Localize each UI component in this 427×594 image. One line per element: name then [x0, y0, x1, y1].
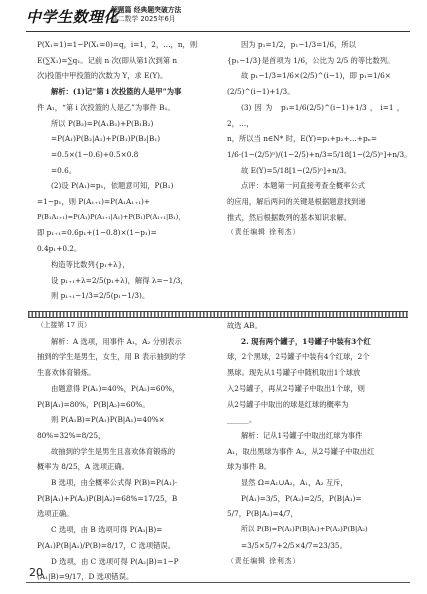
text-line: P(X₁=1)=1−P(X₁=0)=q，i=1，2，…，n，则: [37, 40, 198, 49]
text-line: D 选项，由 C 选项可得 P(A₂|B)=1−P: [51, 556, 179, 566]
text-line: E(∑X₁)=∑q₁。记前 n 次(即从第1次到第 n: [37, 55, 178, 65]
text-line: 则 p₁₊₁−1/3=2/5(p₁−1/3)。: [51, 291, 150, 301]
text-line: 黑球。现先从1号罐子中随机取出1个球放: [227, 368, 361, 378]
text-line: =1−p₁，则 P(A₁₊₁)=P(A₁A₁₊₁)+: [37, 197, 150, 207]
text-line: =0.5×(1−0.6)+0.5×0.8: [51, 149, 139, 159]
text-line: 设 p₁₊₁+λ=2/5(p₁+λ)，解得 λ=−1/3，: [51, 275, 188, 285]
text-line: (A₁|B)=9/17，D 选项错误。: [37, 572, 134, 582]
left-column-top: [37, 37, 217, 304]
text-line: 故抽到的学生是男生且喜欢体育锻炼的: [51, 446, 176, 456]
page-header: [26, 4, 410, 30]
header-issue: 高二数学 2025年6月: [111, 15, 176, 23]
text-line: 入2号罐子，再从2号罐子中取出1个球，则: [227, 383, 365, 393]
text-line: 80%=32%=8/25，: [37, 430, 106, 440]
text-line: 件 A₁，“第 i 次投篮的人是乙”为事件 B₁。: [37, 102, 175, 112]
text-line: n，所以当 n∈N* 时，E(Y)=p₁+p₂+…+pₙ=: [227, 134, 377, 144]
text-line: 所以 P(B₂)=P(A₁B₂)+P(B₁B₂): [51, 118, 154, 128]
right-column-bottom: [227, 318, 404, 569]
text-line: 生喜欢体育锻炼。: [37, 368, 96, 378]
text-line: 抽到的学生是男生，女生，用 B 表示抽到的学: [37, 352, 186, 362]
text-line: C 选项，由 B 选项可得 P(A₁|B)=: [51, 525, 163, 535]
text-line: 由题意得 P(A₁)=40%，P(A₂)=60%，: [51, 383, 180, 393]
text-line: =3/5×5/7+2/5×4/7=23/35。: [241, 540, 347, 550]
continuation-label: （上接第 17 页）: [37, 321, 91, 329]
text-line: 即 p₁₊₁=0.6p₁+(1−0.8)×(1−p₁)=: [37, 228, 157, 238]
text-line: 解析：记从1号罐子中取出红球为事件: [241, 430, 363, 440]
text-line: P(B|A₁)+P(A₂)P(B|A₂)=68%=17/25，B: [37, 493, 178, 503]
editor-credit: （责任编辑 徐利杰）: [227, 556, 301, 565]
text-line: {p₁−1/3}是首项为 1/6，公比为 2/5 的等比数列。: [227, 55, 395, 65]
text-line: P(B|A₁)=80%，P(B|A₂)=60%。: [37, 399, 150, 409]
text-line: 推式，然后根据数列的基本知识求解。: [227, 212, 352, 222]
text-line: 选项正确。: [37, 509, 74, 519]
text-line: 0.4p₁+0.2。: [37, 244, 82, 254]
header-rule: [26, 31, 410, 32]
magazine-logo: 中学生数理化: [26, 8, 120, 26]
left-column-bottom: [37, 318, 217, 585]
text-line: 则 P(A₁B)=P(A₁)P(B|A₁)=40%×: [51, 415, 165, 425]
text-line: 所以 P(B)=P(A₁)P(B|A₁)+P(A₂)P(B|A₂): [241, 525, 368, 534]
text-line: 因为 p₁=1/2，p₁−1/3=1/6，所以: [241, 40, 356, 49]
text-line: =0.6。: [51, 165, 77, 175]
text-line: 球，2个黑球，2号罐子中装有4个红球，2个: [227, 352, 370, 362]
text-line: ______。: [227, 415, 257, 425]
editor-credit: （责任编辑 徐利杰）: [227, 228, 301, 237]
text-line: (2/5)^(i−1)+1/3。: [227, 87, 295, 97]
text-line: 解析：A 选项，用事件 A₁，A₂ 分别表示: [51, 336, 182, 346]
header-info: [111, 6, 181, 24]
page-number: 20: [29, 566, 43, 579]
text-line: P(B₁A₁₊₁)=P(A₁)P(A₁₊₁|A₁)+P(B₁)P(A₁₊₁|B₁)，: [37, 212, 185, 221]
footer-rule: [26, 582, 410, 583]
analysis-label: 解析：(1)记“第 i 次投篮的人是甲”为事: [51, 87, 182, 97]
text-line: P(A₁)P(B|A₁)/P(B)=8/17，C 选项错误。: [37, 540, 176, 550]
text-line: 次)投篮中甲投篮的次数为 Y，求 E(Y)。: [37, 71, 168, 81]
text-line: A₁，取出黑球为事件 A₂，从2号罐子中取出红: [227, 446, 375, 456]
text-line: 1/6·(1−(2/5)ⁿ)/(1−2/5)+n/3=5/18[1−(2/5)ⁿ]+n/3。: [227, 149, 412, 159]
text-line: =P(A₁)P(B₂|A₁)+P(B₁)P(B₂|B₁): [51, 134, 161, 144]
section-separator: [28, 311, 408, 318]
text-line: 从2号罐子中取出的球是红球的概率为: [227, 399, 349, 409]
text-line: 构造等比数列{p₁+λ}，: [51, 259, 130, 269]
text-line: 故 E(Y)=5/18[1−(2/5)ⁿ]+n/3。: [241, 165, 352, 175]
text-line: 概率为 8/25，A 选项正确。: [37, 462, 129, 472]
text-line: (2)设 P(A₁)=p₁，依题意可知，P(B₁): [51, 181, 174, 191]
header-section: 解题篇 经典题突破方法: [111, 6, 182, 14]
text-line: B 选项，由全概率公式得 P(B)=P(A₁)·: [51, 478, 178, 488]
text-line: (3)因为 p₁=1/6(2/5)^(i−1)+1/3，i=1，2，…，: [227, 102, 404, 128]
text-line: 5/7，P(B|A₂)=4/7，: [227, 509, 298, 519]
text-line: 的应用，解后两问的关键是根据题意找到递: [227, 197, 366, 207]
text-line: P(A₁)=3/5，P(A₂)=2/5，P(B|A₁)=: [241, 493, 362, 503]
text-line: 2. 现有两个罐子，1号罐子中装有3个红: [241, 336, 371, 346]
text-line: [37, 84, 217, 100]
text-line: 球为事件 B。: [227, 462, 272, 472]
text-line: 显然 Ω=A₁∪A₂，A₁，A₂ 互斥，: [241, 478, 348, 488]
right-column-top: [227, 37, 412, 241]
text-line: 点评：本题第一问直接考查全概率公式: [241, 181, 366, 191]
text-line: 故 p₁−1/3=1/6×(2/5)^(i−1)，即 p₁=1/6×: [241, 71, 391, 81]
text-line: 故选 AB。: [227, 321, 262, 330]
